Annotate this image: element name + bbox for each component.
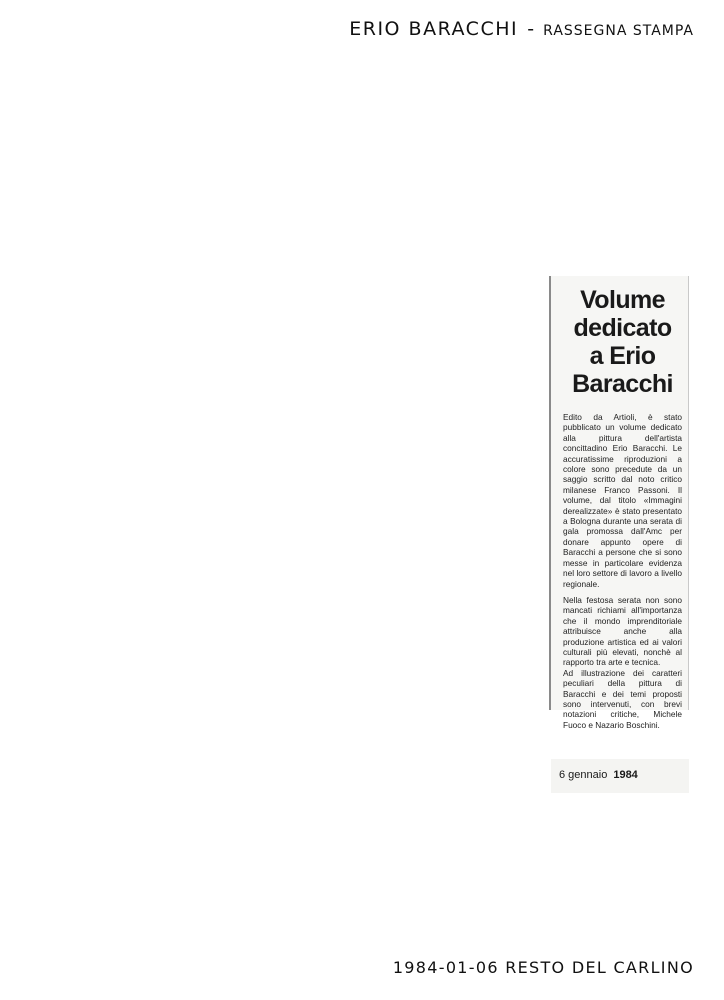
page-header — [349, 18, 694, 40]
date-year: 1984 — [613, 769, 638, 781]
header-subtitle: RASSEGNA STAMPA — [543, 23, 694, 39]
article-headline — [563, 286, 682, 398]
article-body — [563, 412, 682, 730]
newspaper-clipping — [549, 276, 689, 730]
artist-name: ERIO BARACCHI — [349, 18, 519, 40]
page-footer: 1984-01-06 RESTO DEL CARLINO — [392, 958, 694, 977]
headline-line: Baracchi — [572, 370, 673, 398]
header-separator: - — [527, 18, 535, 40]
date-clipping — [551, 759, 689, 793]
article-paragraph: Edito da Artioli, è stato pubblicato un volume dedicato alla pittura dell'artista concittadino Erio Baracchi. Le accuratissime riproduzioni a colore sono precedute da un saggio scritto dal noto critico milanese Franco Passoni. Il volume, dal titolo «Immagini derealizzate» è stato presentato a Bologna durante una serata di gala promossa dall'Amc per donare appunto opere di Baracchi a persone che si sono messe in particolare evidenza nel loro settore di lavoro a livello regionale. — [563, 412, 682, 589]
headline-line: dedicato — [573, 314, 672, 342]
article-paragraph: Ad illustrazione dei caratteri peculiari della pittura di Baracchi e dei temi proposti sono intervenuti, con brevi notazioni critiche, Michele Fuoco e Nazario Boschini. — [563, 667, 682, 730]
headline-line: Volume — [580, 286, 665, 314]
article-paragraph: Nella festosa serata non sono mancati richiami all'importanza che il mondo imprenditoriale attribuisce anche alla produzione artistica ed ai valori culturali più elevati, nonchè al rapporto tra arte e tecnica. — [563, 594, 682, 668]
date-day-month: 6 gennaio — [559, 769, 608, 781]
headline-line: a Erio — [589, 342, 656, 370]
